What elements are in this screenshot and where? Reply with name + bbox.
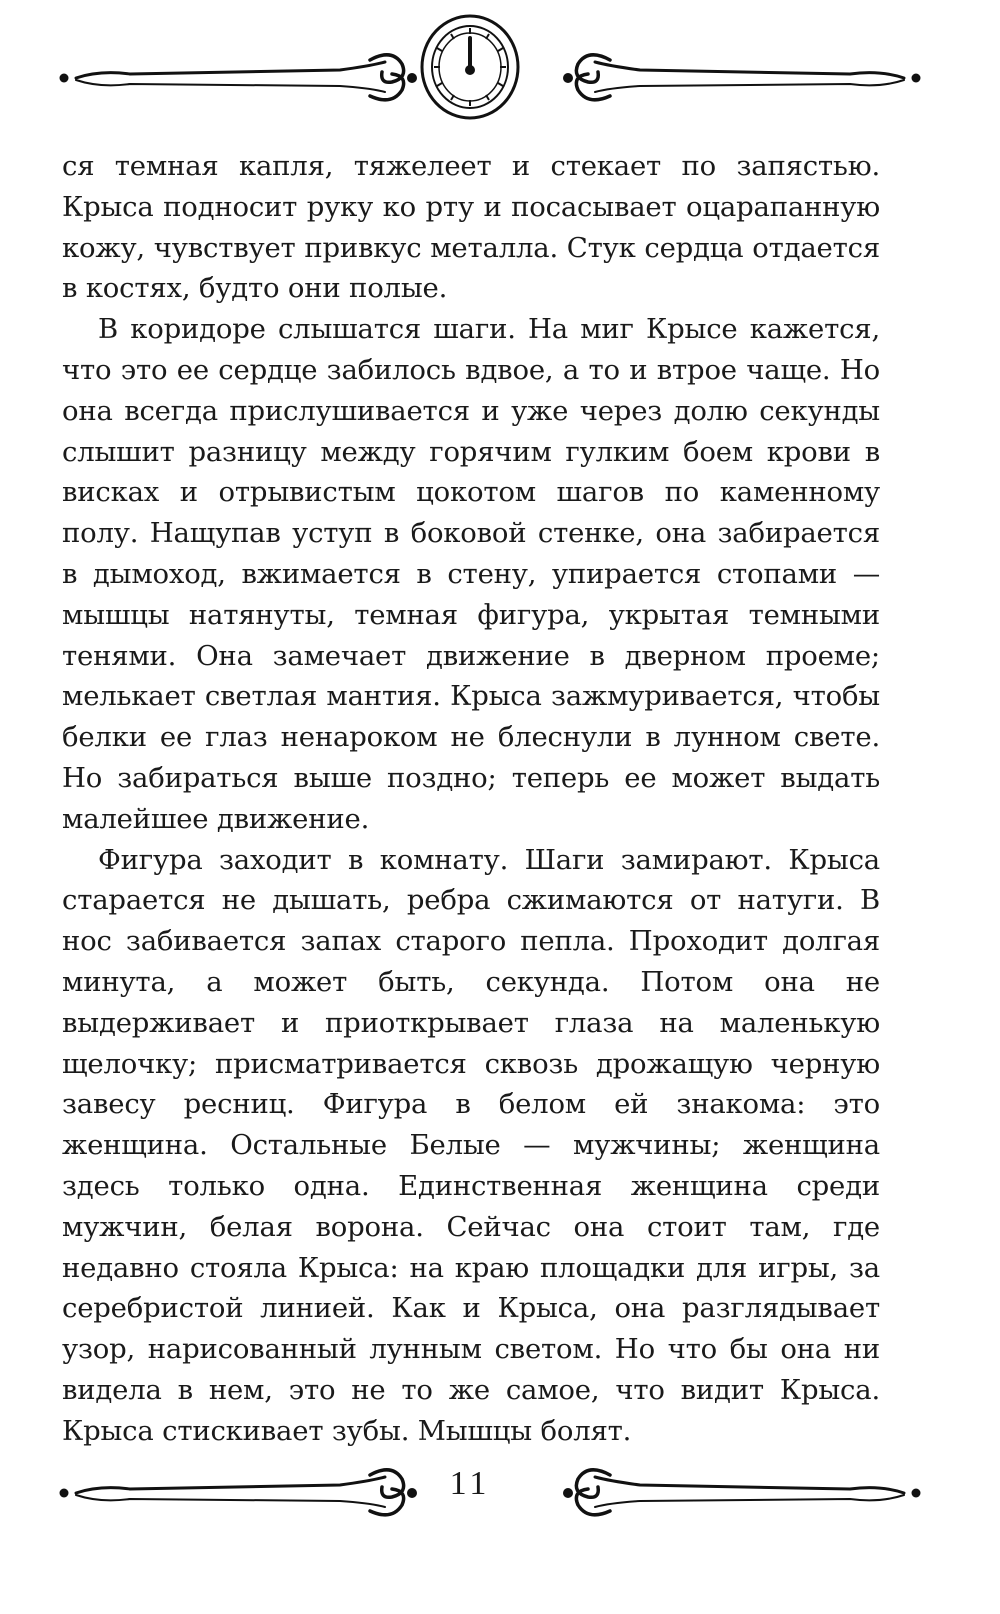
paragraph-2: В коридоре слышатся шаги. На миг Крысе кажется, что это ее сердце забилось вдвое, а то и втрое чаще. Но она всегда прислушивается и уже через долю секунды слышит разницу между горячим гулким боем крови в висках и отрывистым цокотом шагов по каменному полу. Нащупав уступ в боковой стенке, она забирается в дымоход, вжимается в стену, упирается стопами — мышцы натянуты, темная фигура, укрытая темными тенями. Она замечает движение в дверном проеме; мелькает светлая мантия. Крыса зажмуривается, чтобы белки ее глаз ненароком не блеснули в лунном свете. Но забираться выше поздно; теперь ее может выдать малейшее движение. <box>62 313 880 835</box>
paragraph-3: Фигура заходит в комнату. Шаги замирают. Крыса старается не дышать, ребра сжимаются от натуги. В нос забивается запах старого пепла. Проходит долгая минута, а может быть, секунда. Потом она не выдерживает и приоткрывает глаза на маленькую щелочку; присматривается сквозь дрожащую черную завесу ресниц. Фигура в белом ей знакома: это женщина. Остальные Белые — мужчины; женщина здесь только одна. Единственная женщина среди мужчин, белая ворона. Сейчас она стоит там, где недавно стояла Крыса: на краю площадки для игры, за серебристой линией. Как и Крыса, она разглядывает узор, нарисованный лунным светом. Но что бы она ни видела в нем, это не то же самое, что видит Крыса. Крыса стискивает зубы. Мышцы болят. <box>62 843 880 1447</box>
clock-icon <box>418 12 522 122</box>
paragraph-1: ся темная капля, тяжелеет и стекает по запястью. Крыса подносит руку ко рту и посасывает оцарапанную кожу, чувствует привкус металла. Стук сердца отдается в костях, будто они полые. <box>62 150 880 305</box>
page-number: 11 <box>449 1465 491 1502</box>
body-text <box>62 146 880 1452</box>
